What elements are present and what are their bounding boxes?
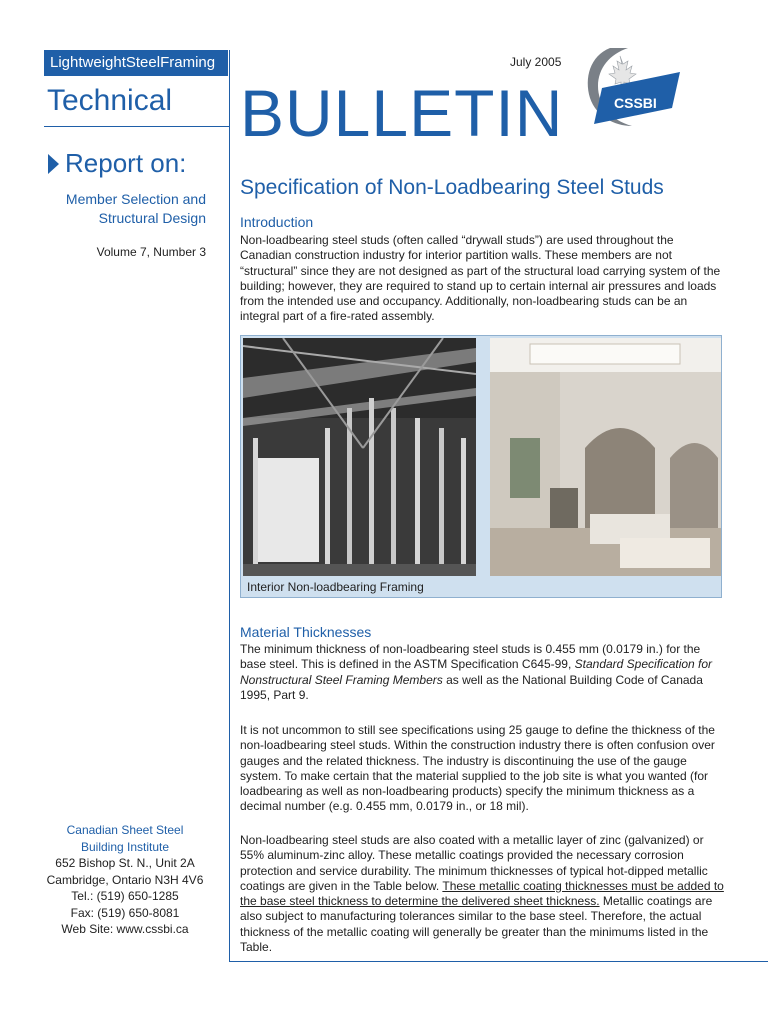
volume-number: Volume 7, Number 3 — [96, 245, 206, 259]
steel-framing-photo — [243, 338, 476, 576]
phone: Tel.: (519) 650-1285 — [71, 889, 179, 903]
address-line: Cambridge, Ontario N3H 4V6 — [46, 872, 204, 887]
emphasis-underline: These metallic coating thicknesses must be added to the base steel thickness to determine the delivered sheet thickness. — [240, 878, 724, 909]
figure-photos — [240, 335, 722, 598]
material-paragraph-1 — [240, 642, 728, 703]
figure-caption: Interior Non-loadbearing Framing — [247, 580, 424, 594]
column-divider — [229, 50, 230, 962]
material-paragraph-2: It is not uncommon to still see specifications using 25 gauge to define the thickness of the non-loadbearing steel studs. Within the construction industry there is often confusion over gauges and the related thickness. The industry is discontinuing the use of the gauge system. To make certain that the material supplied to the job site is what you wanted (for loadbearing as well as non-loadbearing products) specify the minimum thickness as a decimal number (e.g. 0.455 mm, 0.0179 in., or 18 mil). — [240, 723, 715, 814]
finished-interior-photo — [490, 338, 721, 576]
report-subject — [40, 190, 206, 228]
material-paragraph-3 — [240, 833, 728, 955]
article-title: Specification of Non-Loadbearing Steel Studs — [240, 176, 664, 199]
report-on-label: Report on: — [65, 148, 187, 178]
fax: Fax: (519) 650-8081 — [70, 905, 180, 920]
technical-heading: Technical — [47, 84, 173, 117]
report-on-heading — [48, 148, 186, 179]
subject-line: Member Selection and — [65, 191, 206, 207]
spec-title: Standard Specification for Nonstructural Steel Framing Members — [240, 657, 713, 687]
text-run: Non-loadbearing steel studs are also coated with a metallic layer of zinc (galvanized) or 55% aluminum-zinc alloy. These metallic coatings provided the necessary corrosion protection and service durability. The minimum thicknesses of typical hot-dipped metallic coatings are given in the Table below. — [240, 833, 708, 893]
cssbi-logo — [580, 42, 684, 132]
bottom-rule — [229, 961, 768, 962]
address-line: 652 Bishop St. N., Unit 2A — [55, 856, 195, 870]
text-run: as well as the National Building Code of Canada 1995, Part 9. — [240, 672, 703, 702]
logo-label: CSSBI — [614, 95, 657, 111]
intro-paragraph: Non-loadbearing steel studs (often called “drywall studs”) are used throughout the Canadian construction industry for interior partition walls. These members are not “structural” since they are not designed as part of the structural load carrying system of the building; however, they are required to stand up to certain internal air pressures and loads from the intended use and occupancy. Additionally, non-loadbearing studs can be an integral part of a fire-rated assembly. — [240, 233, 721, 324]
contact-block — [40, 822, 210, 938]
org-name: Building Institute — [80, 839, 170, 854]
text-run: The minimum thickness of non-loadbearing steel studs is 0.455 mm (0.0179 in.) for the base steel. This is defined in the ASTM Specification C645-99, — [240, 642, 701, 672]
bulletin-heading: BULLETIN — [240, 76, 564, 150]
issue-date: July 2005 — [510, 55, 562, 69]
website[interactable]: Web Site: www.cssbi.ca — [61, 922, 189, 936]
technical-rule — [44, 126, 230, 127]
intro-heading: Introduction — [240, 214, 314, 230]
triangle-arrow-icon — [48, 154, 59, 174]
series-banner: LightweightSteelFraming — [44, 50, 228, 76]
subject-line: Structural Design — [98, 210, 206, 226]
material-heading: Material Thicknesses — [240, 624, 372, 640]
text-run: Metallic coatings are also subject to manufacturing tolerances similar to the base steel. Therefore, the actual thickness of the metallic coating will generally be greater than the minimums listed in the Table. — [240, 894, 713, 955]
org-name: Canadian Sheet Steel — [66, 823, 184, 837]
